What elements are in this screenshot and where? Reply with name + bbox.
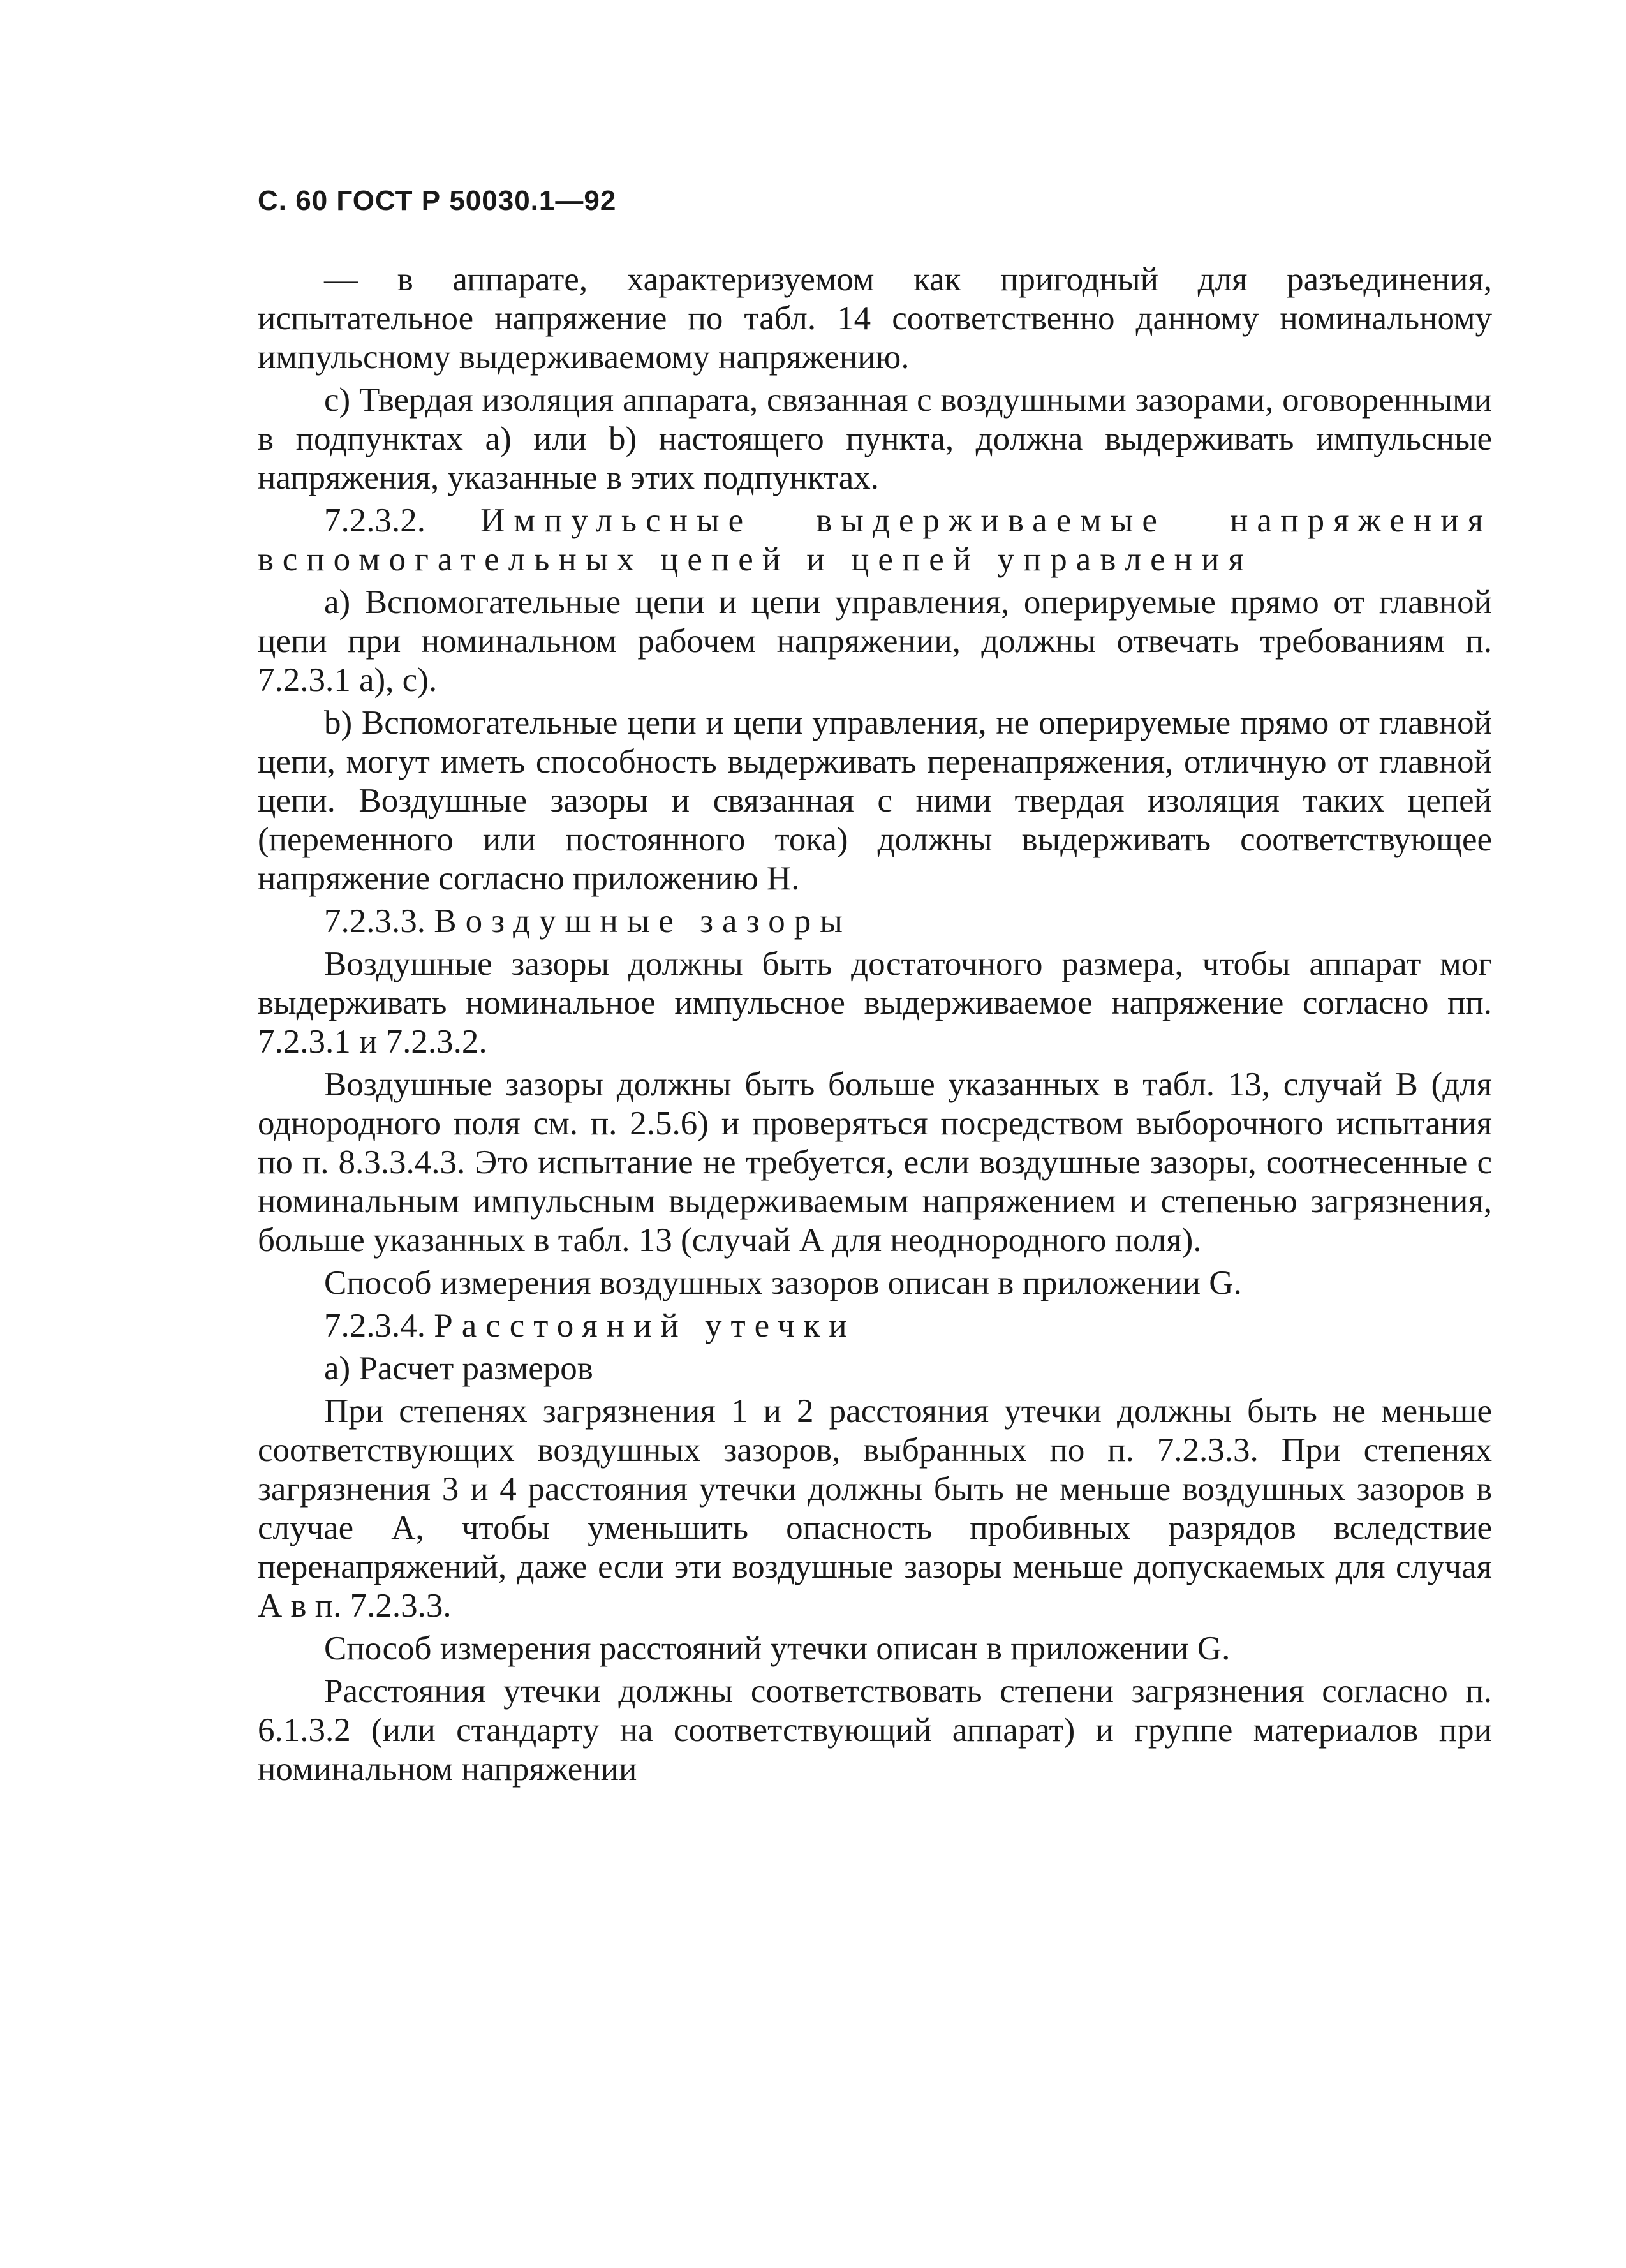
paragraph: с) Твердая изоляция аппарата, связанная с воздушными зазорами, оговоренными в подпунктах а) или b) настоящего пункта, должна выдерживать импульсные напряжения, указанные в этих подпунктах. bbox=[258, 382, 1492, 496]
paragraph: а) Вспомогательные цепи и цепи управления, оперируемые прямо от главной цепи при номинальном рабочем напряжении, должны отвечать требованиям п. 7.2.3.1 а), с). bbox=[258, 584, 1492, 699]
section-heading bbox=[258, 902, 1492, 941]
paragraph: Способ измерения воздушных зазоров описан в приложении G. bbox=[324, 1264, 1242, 1301]
section-number: 7.2.3.2. bbox=[324, 502, 425, 539]
paragraph: При степенях загрязнения 1 и 2 расстояния утечки должны быть не меньше соответствующих воздушных зазоров, выбранных по п. 7.2.3.3. При степенях загрязнения 3 и 4 расстояния утечки должны быть не меньше воздушных зазоров в случае А, чтобы уменьшить опасность пробивных разрядов вследствие перенапряжений, даже если эти воздушные зазоры меньше допускаемых для случая А в п. 7.2.3.3. bbox=[258, 1393, 1492, 1624]
paragraph: b) Вспомогательные цепи и цепи управления, не оперируемые прямо от главной цепи, могут иметь способность выдерживать перенапряжения, отличную от главной цепи. Воздушные зазоры и связанная с ними твердая изоляция таких цепей (переменного или постоянного тока) должны выдерживать соответствующее напряжение согласно приложению Н. bbox=[258, 704, 1492, 897]
paragraph: Способ измерения расстояний утечки описан в приложении G. bbox=[324, 1630, 1231, 1667]
section-number: 7.2.3.3. bbox=[324, 903, 425, 940]
paragraph: Воздушные зазоры должны быть достаточного размера, чтобы аппарат мог выдерживать номинальное импульсное выдерживаемое напряжение согласно пп. 7.2.3.1 и 7.2.3.2. bbox=[258, 945, 1492, 1060]
section-number: 7.2.3.4. bbox=[324, 1307, 425, 1344]
paragraph: а) Расчет размеров bbox=[324, 1350, 593, 1387]
paragraph: Воздушные зазоры должны быть больше указанных в табл. 13, случай В (для однородного поля см. п. 2.5.6) и проверяться посредством выборочного испытания по п. 8.3.3.4.3. Это испытание не требуется, если воздушные зазоры, соотнесенные с номинальным импульсным выдерживаемым напряжением и степенью загрязнения, больше указанных в табл. 13 (случай А для неоднородного поля). bbox=[258, 1066, 1492, 1259]
paragraph: — в аппарате, характеризуемом как пригодный для разъединения, испытательное напряжение по табл. 14 соответственно данному номинальному импульсному выдерживаемому напряжению. bbox=[258, 261, 1492, 376]
document-body bbox=[258, 260, 1492, 1789]
section-title: Расстояний утечки bbox=[434, 1307, 856, 1344]
paragraph: Расстояния утечки должны соответствовать степени загрязнения согласно п. 6.1.3.2 (или стандарту на соответствующий аппарат) и группе материалов при номинальном напряжении bbox=[258, 1673, 1492, 1788]
section-heading bbox=[258, 501, 1492, 579]
section-title: Воздушные зазоры bbox=[434, 903, 852, 940]
page-header: С. 60 ГОСТ Р 50030.1—92 bbox=[258, 185, 617, 216]
section-heading bbox=[258, 1307, 1492, 1345]
section-title: Импульсные выдерживаемые напряжения вспомогательных цепей и цепей управления bbox=[258, 502, 1492, 578]
